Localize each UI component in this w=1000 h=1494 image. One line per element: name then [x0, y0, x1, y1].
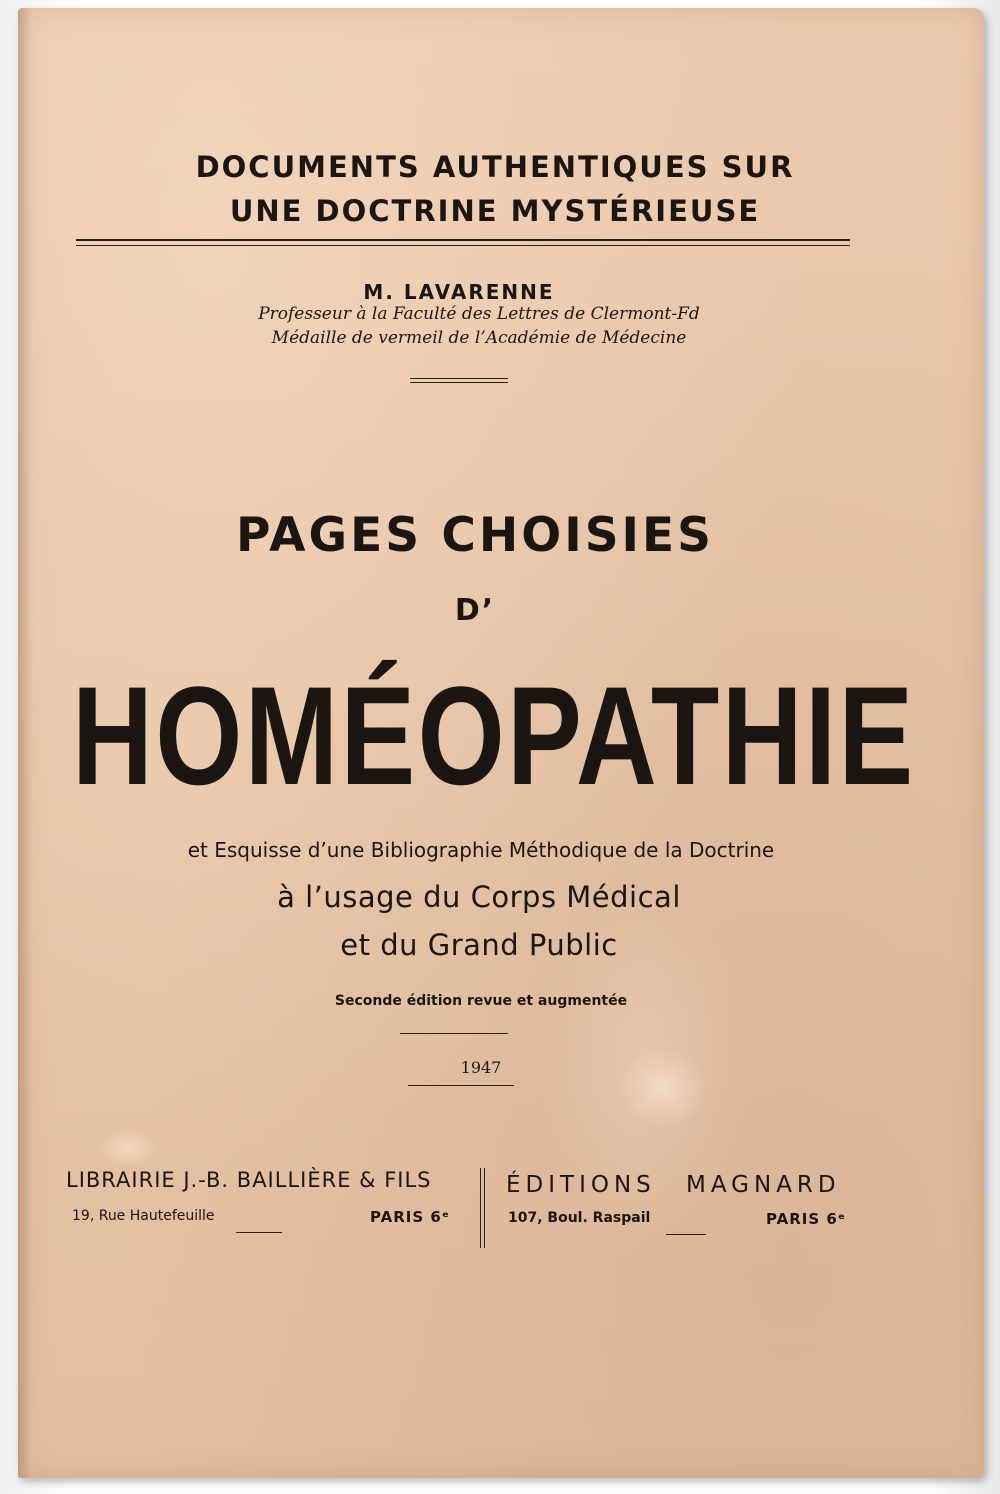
publisher-left-address: 19, Rue Hautefeuille — [72, 1208, 215, 1224]
publisher-divider — [480, 1168, 485, 1248]
author-divider — [410, 378, 508, 383]
subtitle-bibliography: et Esquisse d’une Bibliographie Méthodique de la Doctrine — [187, 838, 775, 862]
main-title — [72, 656, 916, 816]
publisher-left-name: LIBRAIRIE J.-B. BAILLIÈRE & FILS — [66, 1168, 432, 1192]
paper-stain — [98, 1128, 158, 1168]
subtitle-audience-2: et du Grand Public — [340, 928, 618, 962]
header-double-rule — [76, 239, 850, 246]
title-line-2: D’ — [454, 593, 496, 628]
publisher-right-city: PARIS 6ᵉ — [766, 1210, 847, 1228]
publication-year: 1947 — [460, 1058, 502, 1077]
publisher-right-address: 107, Boul. Raspail — [508, 1210, 651, 1226]
edition-note: Seconde édition revue et augmentée — [334, 993, 628, 1009]
publisher-left-rule — [236, 1232, 282, 1233]
main-title-text: HOMÉOPATHIE — [72, 657, 916, 814]
year-rule-bottom — [408, 1085, 514, 1086]
publisher-left-city: PARIS 6ᵉ — [370, 1208, 451, 1226]
author-name: M. LAVARENNE — [363, 280, 555, 304]
series-line-2: UNE DOCTRINE MYSTÉRIEUSE — [229, 194, 761, 228]
subtitle-audience-1: à l’usage du Corps Médical — [277, 880, 681, 914]
book-cover — [18, 8, 984, 1478]
publisher-right-rule — [666, 1234, 706, 1235]
year-rule-top — [400, 1033, 508, 1034]
series-line-1: DOCUMENTS AUTHENTIQUES SUR — [195, 150, 795, 184]
title-line-1: PAGES CHOISIES — [236, 508, 714, 563]
series-heading — [12, 145, 978, 233]
author-award: Médaille de vermeil de l’Académie de Médecine — [271, 328, 687, 348]
publisher-right-name-1: ÉDITIONS — [506, 1172, 656, 1198]
publisher-right-name-2: MAGNARD — [686, 1172, 841, 1198]
author-affiliation: Professeur à la Faculté des Lettres de Clermont-Fd — [258, 304, 700, 324]
